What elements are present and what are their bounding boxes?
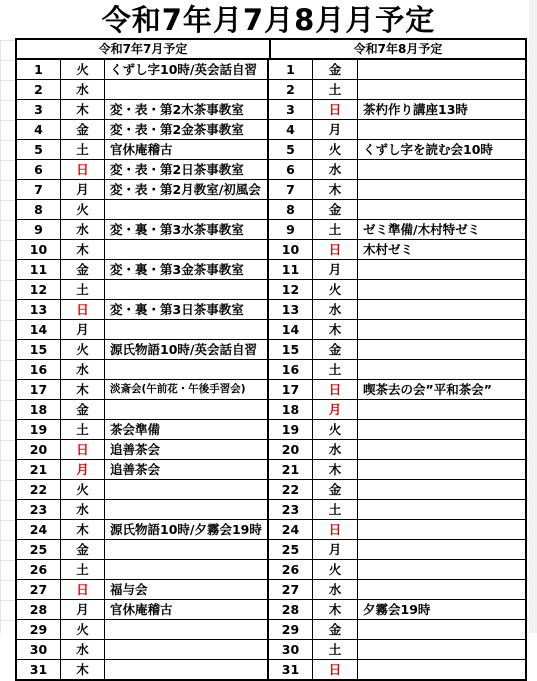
august-event-cell	[358, 540, 523, 559]
july-day-cell: 26	[17, 560, 61, 579]
august-day-cell: 9	[269, 220, 313, 239]
table-row	[17, 160, 525, 180]
august-weekday-cell: 土	[313, 640, 358, 659]
july-day-cell: 4	[17, 120, 61, 139]
august-day-cell: 20	[269, 440, 313, 459]
july-weekday-cell: 木	[61, 100, 105, 119]
august-day-cell: 8	[269, 200, 313, 219]
table-row	[17, 200, 525, 220]
august-event-cell: くずし字を読む会10時	[363, 142, 493, 157]
table-row	[17, 540, 525, 560]
august-weekday-cell: 火	[313, 280, 358, 299]
august-weekday-cell: 日	[313, 380, 358, 399]
table-row	[17, 520, 525, 540]
july-day-cell: 18	[17, 400, 61, 419]
table-row	[17, 300, 525, 320]
july-weekday-cell: 日	[61, 160, 105, 179]
august-event-cell	[358, 360, 523, 379]
july-weekday-cell: 土	[61, 280, 105, 299]
july-weekday-cell: 金	[61, 400, 105, 419]
table-row	[17, 100, 525, 120]
august-event-cell	[358, 300, 523, 319]
august-weekday-cell: 土	[313, 360, 358, 379]
august-event-cell	[358, 440, 523, 459]
july-event-cell: 茶会準備	[105, 420, 269, 439]
page-title: 令和7年月7月8月月予定	[0, 0, 537, 40]
august-event-cell	[358, 320, 523, 339]
july-event-cell: 源氏物語10時/英会話自習	[105, 340, 269, 359]
july-weekday-cell: 月	[61, 600, 105, 619]
schedule-table	[15, 38, 527, 681]
august-weekday-cell: 木	[313, 180, 358, 199]
july-event-cell	[105, 480, 269, 499]
july-day-cell: 25	[17, 540, 61, 559]
july-weekday-cell: 木	[61, 520, 105, 539]
july-day-cell: 14	[17, 320, 61, 339]
august-event-cell: 木村ゼミ	[363, 242, 414, 257]
august-day-cell: 22	[269, 480, 313, 499]
august-event-cell	[358, 460, 523, 479]
july-event-cell: 官休庵稽古	[105, 600, 269, 619]
july-event-cell	[105, 320, 269, 339]
august-event-cell: ゼミ準備/木村特ゼミ	[363, 222, 481, 237]
august-event-cell	[358, 480, 523, 499]
july-weekday-cell: 月	[61, 320, 105, 339]
table-row	[17, 140, 525, 160]
july-day-cell: 1	[17, 60, 61, 79]
august-weekday-cell: 金	[313, 480, 358, 499]
august-weekday-cell: 月	[313, 120, 358, 139]
july-weekday-cell: 月	[61, 460, 105, 479]
july-header: 令和7年7月予定	[17, 40, 271, 58]
august-weekday-cell: 火	[313, 420, 358, 439]
august-day-cell: 16	[269, 360, 313, 379]
august-weekday-cell: 金	[313, 60, 358, 79]
july-weekday-cell: 土	[61, 140, 105, 159]
july-day-cell: 3	[17, 100, 61, 119]
july-weekday-cell: 日	[61, 440, 105, 459]
july-weekday-cell: 日	[61, 300, 105, 319]
july-day-cell: 10	[17, 240, 61, 259]
august-event-cell: 夕霧会19時	[363, 602, 431, 617]
august-event-cell: 喫茶去の会”平和茶会”	[363, 382, 492, 397]
august-day-cell: 15	[269, 340, 313, 359]
table-row	[17, 640, 525, 660]
august-day-cell: 6	[269, 160, 313, 179]
august-day-cell: 13	[269, 300, 313, 319]
table-row	[17, 80, 525, 100]
july-weekday-cell: 水	[61, 80, 105, 99]
july-day-cell: 31	[17, 660, 61, 679]
august-event-cell	[358, 560, 523, 579]
august-event-cell	[358, 620, 523, 639]
august-weekday-cell: 月	[313, 260, 358, 279]
july-weekday-cell: 日	[61, 580, 105, 599]
table-row	[17, 480, 525, 500]
table-row	[17, 420, 525, 440]
august-day-cell: 18	[269, 400, 313, 419]
august-day-cell: 10	[269, 240, 313, 259]
july-event-cell	[105, 200, 269, 219]
july-weekday-cell: 金	[61, 120, 105, 139]
july-weekday-cell: 金	[61, 540, 105, 559]
july-event-cell	[105, 400, 269, 419]
table-row	[17, 620, 525, 640]
table-row	[17, 560, 525, 580]
august-day-cell: 11	[269, 260, 313, 279]
august-weekday-cell: 水	[313, 300, 358, 319]
table-row	[17, 220, 525, 240]
july-event-cell	[105, 620, 269, 639]
table-row	[17, 500, 525, 520]
august-event-cell	[358, 340, 523, 359]
august-day-cell: 30	[269, 640, 313, 659]
august-day-cell: 12	[269, 280, 313, 299]
july-day-cell: 6	[17, 160, 61, 179]
august-weekday-cell: 土	[313, 220, 358, 239]
table-row	[17, 660, 525, 679]
july-day-cell: 20	[17, 440, 61, 459]
july-weekday-cell: 金	[61, 260, 105, 279]
august-event-cell	[358, 580, 523, 599]
august-weekday-cell: 日	[313, 660, 358, 679]
july-day-cell: 5	[17, 140, 61, 159]
august-weekday-cell: 土	[313, 500, 358, 519]
july-day-cell: 27	[17, 580, 61, 599]
july-event-cell: 変・裏・第3日茶事教室	[105, 300, 269, 319]
august-event-cell	[358, 280, 523, 299]
table-row	[17, 340, 525, 360]
july-day-cell: 9	[17, 220, 61, 239]
july-day-cell: 22	[17, 480, 61, 499]
july-weekday-cell: 火	[61, 60, 105, 79]
july-day-cell: 16	[17, 360, 61, 379]
july-weekday-cell: 木	[61, 660, 105, 679]
august-event-cell	[358, 660, 523, 679]
august-weekday-cell: 金	[313, 340, 358, 359]
august-day-cell: 14	[269, 320, 313, 339]
august-day-cell: 17	[269, 380, 313, 399]
table-header	[17, 40, 525, 60]
table-row	[17, 280, 525, 300]
table-row	[17, 460, 525, 480]
july-day-cell: 12	[17, 280, 61, 299]
july-day-cell: 24	[17, 520, 61, 539]
august-event-cell	[358, 200, 523, 219]
july-event-cell: くずし字10時/英会話自習	[105, 60, 269, 79]
august-day-cell: 1	[269, 60, 313, 79]
table-body	[17, 60, 525, 679]
july-event-cell: 追善茶会	[105, 460, 269, 479]
august-weekday-cell: 日	[313, 100, 358, 119]
august-day-cell: 29	[269, 620, 313, 639]
july-weekday-cell: 土	[61, 560, 105, 579]
table-row	[17, 580, 525, 600]
july-event-cell	[105, 360, 269, 379]
july-day-cell: 11	[17, 260, 61, 279]
august-header: 令和7年8月予定	[353, 42, 443, 56]
july-event-cell: 官休庵稽古	[105, 140, 269, 159]
july-event-cell	[105, 540, 269, 559]
august-day-cell: 23	[269, 500, 313, 519]
july-weekday-cell: 水	[61, 500, 105, 519]
august-day-cell: 31	[269, 660, 313, 679]
august-day-cell: 4	[269, 120, 313, 139]
july-weekday-cell: 木	[61, 380, 105, 399]
july-weekday-cell: 火	[61, 200, 105, 219]
august-event-cell	[358, 420, 523, 439]
july-event-cell	[105, 660, 269, 679]
july-day-cell: 8	[17, 200, 61, 219]
july-event-cell: 福与会	[105, 580, 269, 599]
july-day-cell: 2	[17, 80, 61, 99]
august-day-cell: 24	[269, 520, 313, 539]
july-day-cell: 21	[17, 460, 61, 479]
table-row	[17, 360, 525, 380]
july-weekday-cell: 土	[61, 420, 105, 439]
july-event-cell: 変・表・第2金茶事教室	[105, 120, 269, 139]
july-weekday-cell: 月	[61, 180, 105, 199]
august-event-cell	[358, 400, 523, 419]
july-event-cell	[105, 240, 269, 259]
july-event-cell: 変・表・第2日茶事教室	[105, 160, 269, 179]
july-weekday-cell: 水	[61, 220, 105, 239]
july-weekday-cell: 水	[61, 360, 105, 379]
july-day-cell: 30	[17, 640, 61, 659]
july-day-cell: 15	[17, 340, 61, 359]
august-day-cell: 2	[269, 80, 313, 99]
august-event-cell	[358, 160, 523, 179]
table-row	[17, 400, 525, 420]
august-weekday-cell: 火	[313, 560, 358, 579]
july-weekday-cell: 木	[61, 240, 105, 259]
table-row	[17, 380, 525, 400]
table-row	[17, 320, 525, 340]
table-row	[17, 60, 525, 80]
july-event-cell	[105, 560, 269, 579]
table-row	[17, 440, 525, 460]
august-day-cell: 7	[269, 180, 313, 199]
july-day-cell: 29	[17, 620, 61, 639]
august-day-cell: 5	[269, 140, 313, 159]
august-day-cell: 27	[269, 580, 313, 599]
july-event-cell	[105, 500, 269, 519]
august-weekday-cell: 火	[313, 140, 358, 159]
august-event-cell	[358, 640, 523, 659]
august-day-cell: 3	[269, 100, 313, 119]
august-weekday-cell: 月	[313, 400, 358, 419]
august-day-cell: 21	[269, 460, 313, 479]
july-event-cell: 変・表・第2木茶事教室	[105, 100, 269, 119]
july-day-cell: 28	[17, 600, 61, 619]
july-event-cell: 変・裏・第3金茶事教室	[105, 260, 269, 279]
july-event-cell	[105, 640, 269, 659]
august-event-cell	[358, 120, 523, 139]
august-day-cell: 19	[269, 420, 313, 439]
august-event-cell	[358, 180, 523, 199]
august-event-cell	[358, 80, 523, 99]
table-row	[17, 600, 525, 620]
july-weekday-cell: 火	[61, 620, 105, 639]
july-weekday-cell: 火	[61, 340, 105, 359]
july-day-cell: 13	[17, 300, 61, 319]
august-event-cell	[358, 500, 523, 519]
table-row	[17, 120, 525, 140]
july-day-cell: 23	[17, 500, 61, 519]
july-event-cell: 変・裏・第3水茶事教室	[105, 220, 269, 239]
august-weekday-cell: 木	[313, 600, 358, 619]
august-event-cell: 茶杓作り講座13時	[363, 102, 468, 117]
august-weekday-cell: 水	[313, 580, 358, 599]
july-weekday-cell: 火	[61, 480, 105, 499]
august-weekday-cell: 日	[313, 520, 358, 539]
july-day-cell: 17	[17, 380, 61, 399]
august-weekday-cell: 金	[313, 620, 358, 639]
august-weekday-cell: 木	[313, 320, 358, 339]
august-weekday-cell: 土	[313, 80, 358, 99]
august-event-cell	[358, 60, 523, 79]
july-event-cell	[105, 280, 269, 299]
table-row	[17, 260, 525, 280]
july-event-cell: 淡斎会(午前花・午後手習会)	[105, 380, 269, 399]
august-weekday-cell: 水	[313, 160, 358, 179]
july-day-cell: 7	[17, 180, 61, 199]
august-event-cell	[358, 520, 523, 539]
august-weekday-cell: 水	[313, 440, 358, 459]
table-row	[17, 240, 525, 260]
july-event-cell: 変・表・第2月教室/初風会	[105, 180, 269, 199]
july-weekday-cell: 水	[61, 640, 105, 659]
august-day-cell: 28	[269, 600, 313, 619]
august-weekday-cell: 木	[313, 460, 358, 479]
august-weekday-cell: 月	[313, 540, 358, 559]
table-row	[17, 180, 525, 200]
vertical-scrollbar[interactable]	[529, 0, 537, 633]
august-event-cell	[358, 260, 523, 279]
july-event-cell: 源氏物語10時/夕霧会19時	[105, 520, 269, 539]
july-event-cell	[105, 80, 269, 99]
august-weekday-cell: 金	[313, 200, 358, 219]
august-weekday-cell: 日	[313, 240, 358, 259]
august-day-cell: 26	[269, 560, 313, 579]
july-event-cell: 追善茶会	[105, 440, 269, 459]
august-day-cell: 25	[269, 540, 313, 559]
july-day-cell: 19	[17, 420, 61, 439]
